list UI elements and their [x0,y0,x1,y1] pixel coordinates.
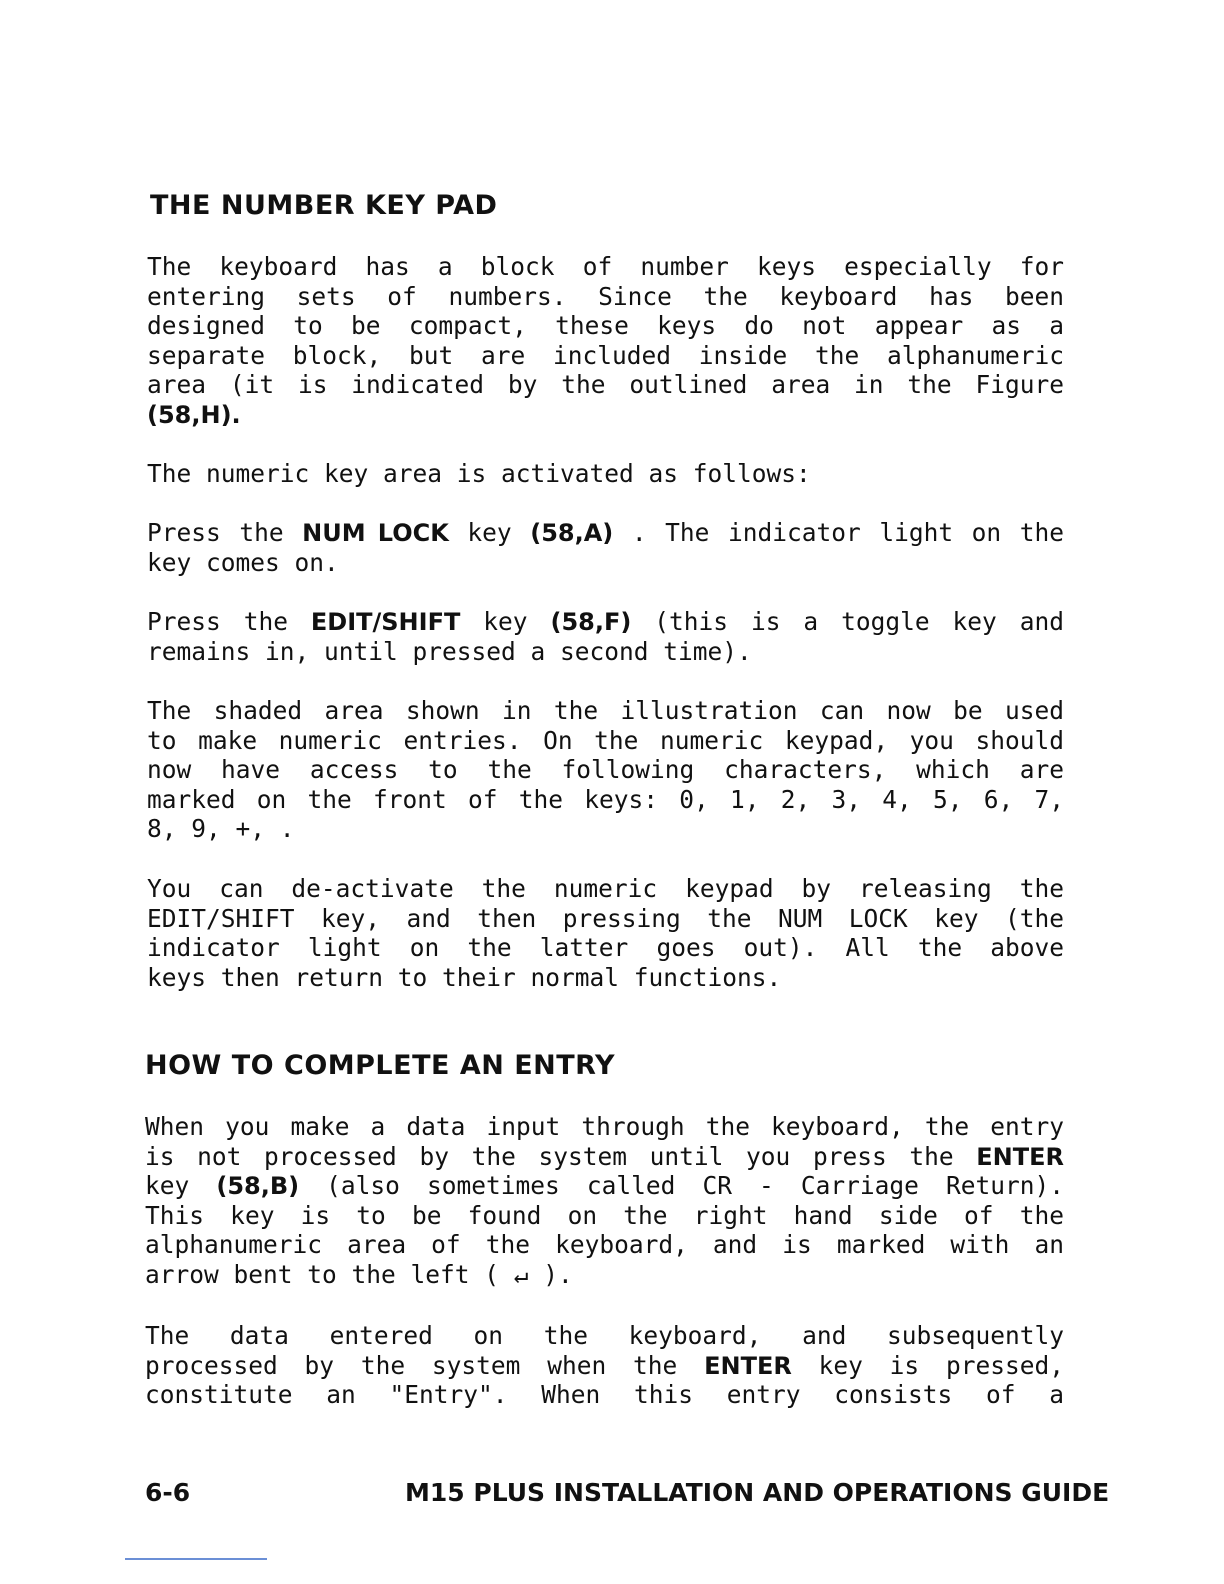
text-line [147,518,1064,548]
key-name-edit-shift: EDIT/SHIFT [310,608,461,636]
text-line: indicator light on the latter goes out). All the above [147,933,1064,963]
text-line: constitute an "Entry". When this entry consists of a [145,1380,1064,1410]
section-heading-complete-entry: HOW TO COMPLETE AN ENTRY [145,1050,616,1081]
text-span: key [460,607,551,636]
text-span: Press the [147,518,303,547]
text-line: area (it is indicated by the outlined area in the Figure [147,370,1064,400]
text-line [145,1171,1064,1201]
text-span: (also sometimes called CR - Carriage Return). [299,1171,1064,1201]
text-line [145,1260,1064,1290]
text-span: . The indicator light on the [613,518,1064,547]
text-line: 8, 9, +, . [147,814,295,844]
figure-reference: (58,B) [216,1172,300,1201]
text-span: key [448,518,531,547]
text-line: now have access to the following characters, which are [147,755,1064,785]
text-line: The numeric key area is activated as follows: [147,459,811,488]
key-name-enter: ENTER [976,1142,1064,1171]
text-line [147,607,1064,637]
text-line: EDIT/SHIFT key, and then pressing the NUM LOCK key (the [147,903,1064,933]
paragraph-entry-definition [145,1321,1064,1410]
guide-title: M15 PLUS INSTALLATION AND OPERATIONS GUIDE [405,1478,1110,1507]
text-span: ). [528,1259,573,1289]
text-line: keys then return to their normal functions. [147,962,782,992]
text-line: The shaded area shown in the illustration can now be used [147,696,1064,725]
paragraph-activation-intro [147,459,1064,489]
text-line: entering sets of numbers. Since the keyboard has been [147,281,1064,311]
paragraph-keypad-intro [147,252,1064,430]
text-line: designed to be compact, these keys do not appear as a [147,311,1064,341]
paragraph-edit-shift [147,607,1064,666]
figure-reference: (58,F) [550,608,632,636]
text-line: separate block, but are included inside the alphanumeric [147,340,1064,370]
text-line: The data entered on the keyboard, and subsequently [145,1321,1064,1350]
paragraph-enter-key [145,1112,1064,1290]
text-line: to make numeric entries. On the numeric keypad, you should [147,725,1064,755]
paragraph-shaded-area [147,696,1064,844]
scan-artifact-line [125,1558,267,1560]
text-span: key [145,1171,217,1201]
text-span: (this is a toggle key and [631,607,1064,636]
page-number: 6-6 [145,1478,191,1507]
text-span: key is pressed, [791,1350,1064,1380]
key-name-num-lock: NUM LOCK [302,519,449,547]
text-line: key comes on. [147,547,339,577]
text-line [147,400,1064,430]
text-line: You can de-activate the numeric keypad by releasing the [147,874,1064,903]
text-line [145,1351,1064,1381]
text-line: alphanumeric area of the keyboard, and is marked with an [145,1230,1064,1260]
text-line: remains in, until pressed a second time). [147,636,752,666]
return-arrow-icon: ↵ [513,1259,529,1289]
text-line: marked on the front of the keys: 0, 1, 2, 3, 4, 5, 6, 7, [147,784,1064,814]
section-heading-number-key-pad: THE NUMBER KEY PAD [150,190,498,221]
text-line: The keyboard has a block of number keys especially for [147,252,1064,281]
text-line: When you make a data input through the keyboard, the entry [145,1112,1064,1141]
text-span: is not processed by the system until you press the [145,1141,977,1171]
text-span: processed by the system when the [145,1350,705,1380]
text-span: arrow bent to the left ( [145,1259,514,1289]
figure-reference: (58,A) [530,519,614,547]
text-line [145,1142,1064,1172]
paragraph-num-lock [147,518,1064,577]
text-line: This key is to be found on the right hand side of the [145,1200,1064,1230]
paragraph-deactivate [147,874,1064,992]
figure-reference: (58,H). [147,400,241,429]
text-span: Press the [147,607,311,636]
key-name-enter: ENTER [704,1351,792,1380]
